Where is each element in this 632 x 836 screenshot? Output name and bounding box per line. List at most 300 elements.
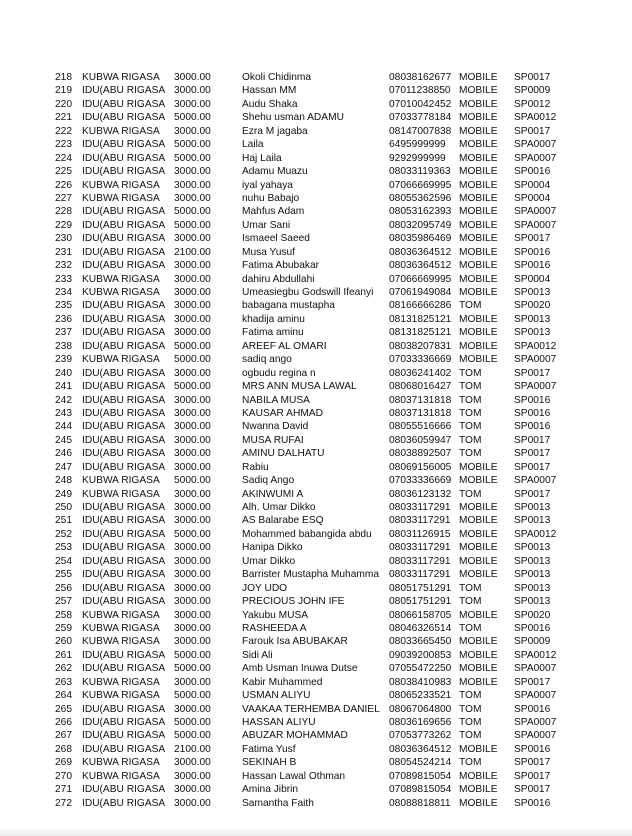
record-row bbox=[0, 353, 632, 366]
row-name: Adamu Muazu bbox=[242, 166, 308, 178]
row-number: 270 bbox=[55, 770, 72, 782]
row-code: SPA0012 bbox=[514, 528, 557, 540]
row-code: SPA0007 bbox=[514, 139, 557, 151]
row-number: 259 bbox=[55, 622, 72, 634]
row-amount: 3000.00 bbox=[174, 515, 211, 527]
row-location: KUBWA RIGASA bbox=[82, 488, 160, 500]
row-name: Umar Sani bbox=[242, 219, 291, 231]
row-number: 222 bbox=[55, 125, 72, 137]
row-name: Sadiq Ango bbox=[242, 475, 295, 487]
row-amount: 5000.00 bbox=[174, 112, 211, 124]
row-network: MOBILE bbox=[459, 85, 498, 97]
row-number: 234 bbox=[55, 287, 72, 298]
record-row bbox=[0, 232, 632, 245]
row-name: dahiru Abdullahi bbox=[242, 273, 315, 285]
row-network: MOBILE bbox=[459, 273, 498, 285]
row-number: 221 bbox=[55, 112, 72, 124]
row-amount: 2100.00 bbox=[174, 246, 211, 258]
record-row bbox=[0, 420, 632, 433]
row-phone: 08033119363 bbox=[389, 166, 451, 178]
row-amount: 5000.00 bbox=[174, 152, 211, 164]
row-network: TOM bbox=[459, 488, 482, 500]
row-network: TOM bbox=[459, 300, 482, 312]
row-location: KUBWA RIGASA bbox=[82, 72, 160, 83]
row-location: IDU(ABU RIGASA bbox=[82, 528, 166, 540]
row-amount: 3000.00 bbox=[174, 434, 211, 446]
row-phone: 08033117291 bbox=[389, 555, 451, 567]
record-row bbox=[0, 676, 632, 689]
row-number: 263 bbox=[55, 676, 72, 688]
row-name: Fatima aminu bbox=[242, 327, 304, 339]
row-code: SP0017 bbox=[514, 757, 551, 769]
row-number: 245 bbox=[55, 434, 72, 446]
record-row bbox=[0, 84, 632, 97]
row-number: 226 bbox=[55, 179, 72, 191]
row-amount: 3000.00 bbox=[174, 287, 211, 298]
row-name: Ezra M jagaba bbox=[242, 125, 308, 137]
row-location: KUBWA RIGASA bbox=[82, 770, 160, 782]
row-network: MOBILE bbox=[459, 246, 498, 258]
row-network: MOBILE bbox=[459, 555, 498, 567]
row-phone: 08038162677 bbox=[389, 72, 452, 83]
row-number: 268 bbox=[55, 743, 72, 755]
row-code: SP0013 bbox=[514, 569, 551, 581]
row-name: Barrister Mustapha Muhamma bbox=[242, 569, 380, 581]
row-phone: 07010042452 bbox=[389, 98, 452, 110]
row-name: Kabir Muhammed bbox=[242, 676, 323, 688]
row-number: 242 bbox=[55, 394, 72, 406]
row-network: TOM bbox=[459, 582, 482, 594]
row-phone: 07061949084 bbox=[389, 287, 452, 298]
row-phone: 08036241402 bbox=[389, 367, 452, 379]
row-location: IDU(ABU RIGASA bbox=[82, 569, 166, 581]
record-row bbox=[0, 595, 632, 608]
row-network: MOBILE bbox=[459, 475, 498, 487]
row-name: khadija aminu bbox=[242, 313, 305, 325]
record-row bbox=[0, 273, 632, 286]
row-amount: 5000.00 bbox=[174, 475, 211, 487]
row-phone: 08046326514 bbox=[389, 622, 452, 634]
row-network: MOBILE bbox=[459, 166, 498, 178]
record-row bbox=[0, 165, 632, 178]
row-phone: 08166666286 bbox=[389, 300, 452, 312]
row-amount: 5000.00 bbox=[174, 354, 211, 366]
row-code: SP0017 bbox=[514, 784, 551, 796]
row-name: Hassan Lawal Othman bbox=[242, 770, 346, 782]
row-name: sadiq ango bbox=[242, 354, 292, 366]
row-number: 240 bbox=[55, 367, 72, 379]
row-name: Mohammed babangida abdu bbox=[242, 528, 372, 540]
row-amount: 3000.00 bbox=[174, 461, 211, 473]
row-location: IDU(ABU RIGASA bbox=[82, 502, 166, 513]
row-location: IDU(ABU RIGASA bbox=[82, 596, 166, 608]
row-network: MOBILE bbox=[459, 743, 498, 755]
row-phone: 08067064800 bbox=[389, 703, 452, 715]
row-name: Farouk Isa ABUBAKAR bbox=[242, 636, 348, 648]
row-phone: 08033117291 bbox=[389, 569, 451, 581]
row-code: SP0004 bbox=[514, 273, 551, 285]
row-code: SPA0007 bbox=[514, 152, 557, 164]
row-amount: 3000.00 bbox=[174, 676, 211, 688]
record-row bbox=[0, 729, 632, 742]
row-location: IDU(ABU RIGASA bbox=[82, 381, 166, 393]
row-network: MOBILE bbox=[459, 515, 498, 527]
row-number: 257 bbox=[55, 596, 72, 608]
row-network: MOBILE bbox=[459, 219, 498, 231]
row-number: 218 bbox=[55, 72, 72, 83]
row-phone: 08036169656 bbox=[389, 717, 452, 728]
row-phone: 9292999999 bbox=[389, 152, 446, 164]
record-row bbox=[0, 689, 632, 702]
row-code: SPA0007 bbox=[514, 690, 557, 702]
row-code: SP0016 bbox=[514, 166, 551, 178]
record-row bbox=[0, 192, 632, 205]
row-name: VAAKAA TERHEMBA DANIEL bbox=[242, 703, 380, 715]
record-row bbox=[0, 541, 632, 554]
row-location: IDU(ABU RIGASA bbox=[82, 152, 166, 164]
row-code: SP0009 bbox=[514, 636, 551, 648]
row-number: 239 bbox=[55, 354, 72, 366]
row-phone: 08036364512 bbox=[389, 743, 452, 755]
record-row bbox=[0, 394, 632, 407]
row-number: 223 bbox=[55, 139, 72, 151]
row-location: IDU(ABU RIGASA bbox=[82, 730, 166, 742]
row-amount: 3000.00 bbox=[174, 98, 211, 110]
row-phone: 07053773262 bbox=[389, 730, 452, 742]
row-location: IDU(ABU RIGASA bbox=[82, 367, 166, 379]
row-location: IDU(ABU RIGASA bbox=[82, 340, 166, 352]
row-network: MOBILE bbox=[459, 784, 498, 796]
row-name: RASHEEDA A bbox=[242, 622, 307, 634]
row-amount: 3000.00 bbox=[174, 502, 211, 513]
row-phone: 08032095749 bbox=[389, 219, 452, 231]
row-code: SPA0007 bbox=[514, 219, 557, 231]
row-code: SP0016 bbox=[514, 394, 551, 406]
row-phone: 08038207831 bbox=[389, 340, 452, 352]
row-network: TOM bbox=[459, 381, 482, 393]
row-name: Musa Yusuf bbox=[242, 246, 296, 258]
row-code: SP0017 bbox=[514, 125, 551, 137]
row-name: Laila bbox=[242, 139, 264, 151]
row-phone: 08037131818 bbox=[389, 394, 452, 406]
row-name: ogbudu regina n bbox=[242, 367, 316, 379]
row-location: KUBWA RIGASA bbox=[82, 636, 160, 648]
row-location: IDU(ABU RIGASA bbox=[82, 98, 166, 110]
row-number: 232 bbox=[55, 260, 72, 272]
row-phone: 08036059947 bbox=[389, 434, 452, 446]
row-code: SP0016 bbox=[514, 622, 551, 634]
row-network: MOBILE bbox=[459, 260, 498, 272]
row-network: TOM bbox=[459, 407, 482, 419]
record-row bbox=[0, 125, 632, 138]
row-network: MOBILE bbox=[459, 340, 498, 352]
row-code: SPA0007 bbox=[514, 730, 557, 742]
row-code: SPA0012 bbox=[514, 340, 557, 352]
record-row bbox=[0, 461, 632, 474]
record-row bbox=[0, 756, 632, 769]
row-network: MOBILE bbox=[459, 233, 498, 245]
row-amount: 3000.00 bbox=[174, 770, 211, 782]
record-row bbox=[0, 152, 632, 165]
row-amount: 3000.00 bbox=[174, 596, 211, 608]
row-amount: 3000.00 bbox=[174, 260, 211, 272]
row-location: IDU(ABU RIGASA bbox=[82, 448, 166, 460]
record-row bbox=[0, 474, 632, 487]
row-amount: 5000.00 bbox=[174, 690, 211, 702]
row-number: 236 bbox=[55, 313, 72, 325]
row-phone: 08035986469 bbox=[389, 233, 452, 245]
row-number: 244 bbox=[55, 421, 72, 433]
row-network: TOM bbox=[459, 448, 482, 460]
row-phone: 08033117291 bbox=[389, 515, 451, 527]
row-code: SP0016 bbox=[514, 246, 551, 258]
record-row bbox=[0, 98, 632, 111]
row-name: Umar Dikko bbox=[242, 555, 296, 567]
row-code: SP0009 bbox=[514, 85, 551, 97]
row-name: Sidi Ali bbox=[242, 649, 273, 661]
row-location: IDU(ABU RIGASA bbox=[82, 206, 166, 218]
row-amount: 3000.00 bbox=[174, 192, 211, 204]
row-location: IDU(ABU RIGASA bbox=[82, 461, 166, 473]
row-location: IDU(ABU RIGASA bbox=[82, 784, 166, 796]
row-network: TOM bbox=[459, 690, 482, 702]
row-number: 250 bbox=[55, 502, 72, 513]
row-code: SP0013 bbox=[514, 555, 551, 567]
row-code: SP0016 bbox=[514, 421, 551, 433]
row-amount: 3000.00 bbox=[174, 313, 211, 325]
row-amount: 3000.00 bbox=[174, 488, 211, 500]
row-code: SP0017 bbox=[514, 770, 551, 782]
row-name: JOY UDO bbox=[242, 582, 288, 594]
row-code: SP0004 bbox=[514, 179, 551, 191]
record-row bbox=[0, 179, 632, 192]
row-location: KUBWA RIGASA bbox=[82, 690, 160, 702]
record-row bbox=[0, 340, 632, 353]
row-amount: 5000.00 bbox=[174, 206, 211, 218]
record-row bbox=[0, 447, 632, 460]
row-amount: 3000.00 bbox=[174, 233, 211, 245]
row-network: TOM bbox=[459, 367, 482, 379]
row-code: SP0013 bbox=[514, 287, 551, 298]
row-code: SP0017 bbox=[514, 434, 551, 446]
row-phone: 07089815054 bbox=[389, 784, 452, 796]
row-code: SP0017 bbox=[514, 488, 551, 500]
row-code: SPA0012 bbox=[514, 649, 557, 661]
row-number: 237 bbox=[55, 327, 72, 339]
row-phone: 08055516666 bbox=[389, 421, 452, 433]
row-name: babagana mustapha bbox=[242, 300, 335, 312]
row-name: Hanipa Dikko bbox=[242, 542, 303, 554]
record-row bbox=[0, 770, 632, 783]
row-name: SEKINAH B bbox=[242, 757, 297, 769]
row-name: Amina Jibrin bbox=[242, 784, 299, 796]
record-row bbox=[0, 743, 632, 756]
row-amount: 3000.00 bbox=[174, 367, 211, 379]
row-amount: 3000.00 bbox=[174, 757, 211, 769]
row-amount: 3000.00 bbox=[174, 421, 211, 433]
row-network: MOBILE bbox=[459, 528, 498, 540]
row-number: 227 bbox=[55, 192, 72, 204]
record-row bbox=[0, 582, 632, 595]
row-amount: 3000.00 bbox=[174, 394, 211, 406]
row-number: 220 bbox=[55, 98, 72, 110]
row-amount: 5000.00 bbox=[174, 663, 211, 675]
row-amount: 3000.00 bbox=[174, 555, 211, 567]
row-amount: 3000.00 bbox=[174, 166, 211, 178]
row-name: Rabiu bbox=[242, 461, 269, 473]
row-code: SP0016 bbox=[514, 407, 551, 419]
row-network: TOM bbox=[459, 622, 482, 634]
row-location: IDU(ABU RIGASA bbox=[82, 582, 166, 594]
row-phone: 08051751291 bbox=[389, 582, 452, 594]
row-phone: 08066158705 bbox=[389, 609, 452, 621]
row-phone: 07033778184 bbox=[389, 112, 452, 124]
row-name: PRECIOUS JOHN IFE bbox=[242, 596, 345, 608]
row-location: IDU(ABU RIGASA bbox=[82, 85, 166, 97]
row-code: SP0013 bbox=[514, 313, 551, 325]
row-location: IDU(ABU RIGASA bbox=[82, 649, 166, 661]
row-name: iyal yahaya bbox=[242, 179, 293, 191]
row-number: 267 bbox=[55, 730, 72, 742]
row-amount: 3000.00 bbox=[174, 703, 211, 715]
row-location: IDU(ABU RIGASA bbox=[82, 743, 166, 755]
row-network: TOM bbox=[459, 730, 482, 742]
row-network: MOBILE bbox=[459, 502, 498, 513]
row-code: SP0013 bbox=[514, 596, 551, 608]
row-phone: 6495999999 bbox=[389, 139, 446, 151]
row-location: IDU(ABU RIGASA bbox=[82, 703, 166, 715]
row-name: Fatima Abubakar bbox=[242, 260, 320, 272]
row-number: 253 bbox=[55, 542, 72, 554]
row-code: SP0013 bbox=[514, 542, 551, 554]
record-row bbox=[0, 622, 632, 635]
row-network: MOBILE bbox=[459, 125, 498, 137]
row-number: 261 bbox=[55, 649, 72, 661]
row-amount: 5000.00 bbox=[174, 139, 211, 151]
record-row bbox=[0, 259, 632, 272]
row-code: SP0017 bbox=[514, 367, 551, 379]
row-number: 224 bbox=[55, 152, 72, 164]
row-phone: 07055472250 bbox=[389, 663, 452, 675]
row-code: SP0016 bbox=[514, 260, 551, 272]
row-name: Shehu usman ADAMU bbox=[242, 112, 344, 124]
row-amount: 5000.00 bbox=[174, 649, 211, 661]
row-code: SP0013 bbox=[514, 502, 551, 513]
row-name: HASSAN ALIYU bbox=[242, 717, 316, 728]
row-network: TOM bbox=[459, 421, 482, 433]
row-phone: 09039200853 bbox=[389, 649, 452, 661]
row-name: Umeasiegbu Godswill Ifeanyi bbox=[242, 287, 374, 298]
row-location: IDU(ABU RIGASA bbox=[82, 300, 166, 312]
row-number: 230 bbox=[55, 233, 72, 245]
row-name: Alh. Umar Dikko bbox=[242, 502, 316, 513]
record-row bbox=[0, 219, 632, 232]
row-amount: 3000.00 bbox=[174, 327, 211, 339]
row-name: NABILA MUSA bbox=[242, 394, 310, 406]
row-phone: 08055362596 bbox=[389, 192, 452, 204]
row-code: SP0004 bbox=[514, 192, 551, 204]
row-code: SP0017 bbox=[514, 233, 551, 245]
record-row bbox=[0, 434, 632, 447]
row-amount: 3000.00 bbox=[174, 85, 211, 97]
row-phone: 08038410983 bbox=[389, 676, 452, 688]
records-list bbox=[0, 71, 632, 810]
row-number: 251 bbox=[55, 515, 72, 527]
row-number: 247 bbox=[55, 461, 72, 473]
row-name: KAUSAR AHMAD bbox=[242, 407, 323, 419]
row-name: AS Balarabe ESQ bbox=[242, 515, 324, 527]
row-phone: 07089815054 bbox=[389, 770, 452, 782]
row-network: MOBILE bbox=[459, 569, 498, 581]
row-location: IDU(ABU RIGASA bbox=[82, 260, 166, 272]
record-row bbox=[0, 716, 632, 729]
row-name: AKINWUMI A bbox=[242, 488, 304, 500]
row-name: Okoli Chidinma bbox=[242, 72, 312, 83]
row-number: 269 bbox=[55, 757, 72, 769]
row-code: SPA0007 bbox=[514, 717, 557, 728]
row-location: KUBWA RIGASA bbox=[82, 179, 160, 191]
row-location: IDU(ABU RIGASA bbox=[82, 233, 166, 245]
row-phone: 08131825121 bbox=[389, 313, 452, 325]
row-code: SP0016 bbox=[514, 743, 551, 755]
record-row bbox=[0, 313, 632, 326]
row-network: TOM bbox=[459, 434, 482, 446]
row-number: 272 bbox=[55, 797, 72, 809]
row-network: MOBILE bbox=[459, 770, 498, 782]
record-row bbox=[0, 407, 632, 420]
row-number: 241 bbox=[55, 381, 72, 393]
row-phone: 07066669995 bbox=[389, 273, 452, 285]
record-row bbox=[0, 488, 632, 501]
row-phone: 08031126915 bbox=[389, 528, 451, 540]
record-row bbox=[0, 649, 632, 662]
row-name: AMINU DALHATU bbox=[242, 448, 325, 460]
record-row bbox=[0, 568, 632, 581]
row-amount: 2100.00 bbox=[174, 743, 211, 755]
row-phone: 08088818811 bbox=[389, 797, 451, 809]
row-location: IDU(ABU RIGASA bbox=[82, 313, 166, 325]
row-network: MOBILE bbox=[459, 676, 498, 688]
record-row bbox=[0, 501, 632, 514]
row-number: 265 bbox=[55, 703, 72, 715]
row-network: MOBILE bbox=[459, 461, 498, 473]
row-number: 249 bbox=[55, 488, 72, 500]
row-network: MOBILE bbox=[459, 98, 498, 110]
row-code: SPA0007 bbox=[514, 475, 557, 487]
row-name: Hassan MM bbox=[242, 85, 297, 97]
row-phone: 08037131818 bbox=[389, 407, 452, 419]
row-network: MOBILE bbox=[459, 72, 498, 83]
row-location: IDU(ABU RIGASA bbox=[82, 421, 166, 433]
row-network: MOBILE bbox=[459, 327, 498, 339]
row-name: AREEF AL OMARI bbox=[242, 340, 327, 352]
row-phone: 08036123132 bbox=[389, 488, 452, 500]
row-location: IDU(ABU RIGASA bbox=[82, 407, 166, 419]
row-location: IDU(ABU RIGASA bbox=[82, 542, 166, 554]
row-name: Nwanna David bbox=[242, 421, 309, 433]
row-amount: 3000.00 bbox=[174, 582, 211, 594]
row-location: IDU(ABU RIGASA bbox=[82, 555, 166, 567]
row-phone: 08038892507 bbox=[389, 448, 452, 460]
page-bottom-edge bbox=[0, 828, 632, 836]
row-number: 252 bbox=[55, 528, 72, 540]
row-name: Samantha Faith bbox=[242, 797, 314, 809]
row-location: KUBWA RIGASA bbox=[82, 622, 160, 634]
row-phone: 07066669995 bbox=[389, 179, 452, 191]
row-number: 256 bbox=[55, 582, 72, 594]
row-network: MOBILE bbox=[459, 663, 498, 675]
row-location: KUBWA RIGASA bbox=[82, 475, 160, 487]
